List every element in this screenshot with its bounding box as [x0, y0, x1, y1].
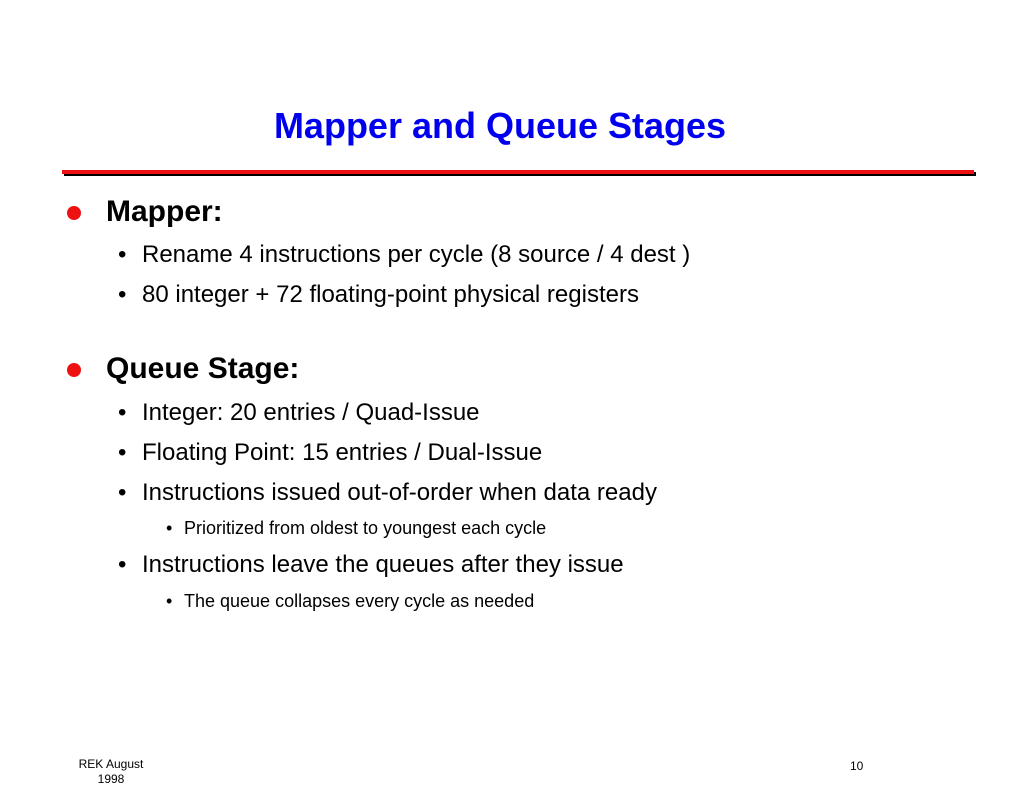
red-bullet-icon [67, 363, 81, 377]
bullet-icon: • [118, 281, 127, 308]
bullet-icon: • [118, 241, 127, 268]
page-number: 10 [850, 759, 864, 773]
footer-year: 1998 [97, 772, 125, 786]
list-item-text: 80 integer + 72 floating-point physical registers [142, 281, 639, 308]
section-heading-mapper: Mapper: [106, 195, 223, 228]
bullet-icon: • [118, 439, 127, 466]
footer-author: REK August [78, 757, 144, 771]
red-bullet-icon [67, 206, 81, 220]
list-item [118, 240, 691, 270]
sub-list-item [166, 590, 535, 612]
footer-author-date [56, 757, 166, 787]
bullet-icon: • [118, 399, 127, 426]
bullet-icon: • [118, 551, 127, 578]
list-item-text: Integer: 20 entries / Quad-Issue [142, 399, 480, 426]
bullet-icon: • [118, 479, 127, 506]
list-item-text: Instructions leave the queues after they issue [142, 551, 624, 578]
title-divider [62, 170, 974, 174]
list-item [118, 398, 480, 428]
list-item [118, 280, 639, 310]
sub-list-item-text: The queue collapses every cycle as needed [184, 591, 535, 611]
sub-list-item-text: Prioritized from oldest to youngest each cycle [184, 518, 547, 538]
list-item [118, 438, 543, 468]
slide-title: Mapper and Queue Stages [273, 105, 727, 146]
section-heading-queue-stage: Queue Stage: [106, 352, 300, 385]
bullet-icon: • [166, 518, 173, 538]
bullet-icon: • [166, 591, 173, 611]
list-item [118, 478, 657, 508]
sub-list-item [166, 517, 547, 539]
list-item-text: Instructions issued out-of-order when data ready [142, 479, 657, 506]
list-item-text: Floating Point: 15 entries / Dual-Issue [142, 439, 543, 466]
list-item [118, 550, 624, 580]
list-item-text: Rename 4 instructions per cycle (8 source / 4 dest ) [142, 241, 691, 268]
